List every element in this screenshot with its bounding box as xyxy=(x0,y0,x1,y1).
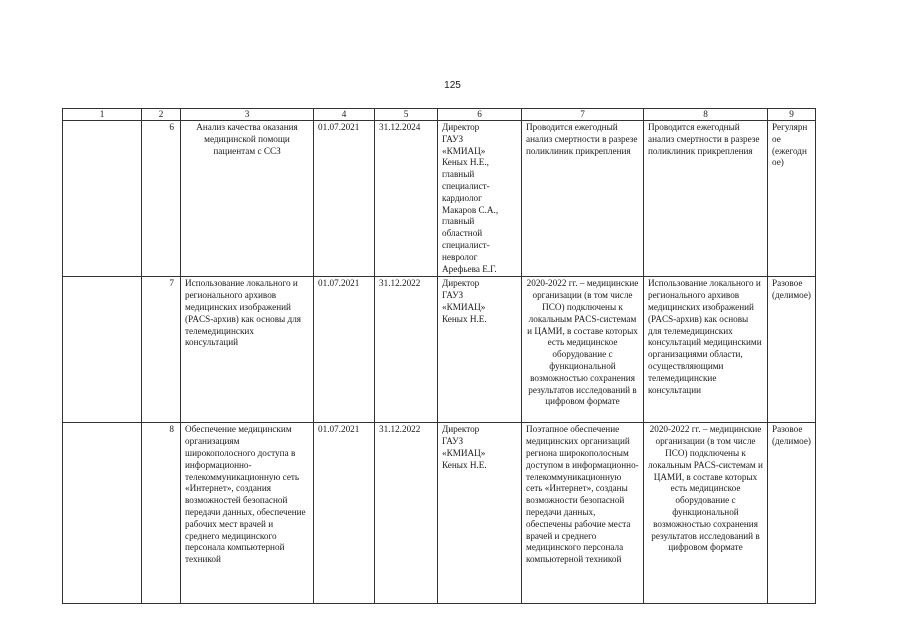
header-cell-5: 5 xyxy=(375,109,438,121)
cell-responsible: Директор ГАУЗ «КМИАЦ» Кеных Н.Е. xyxy=(438,423,522,604)
header-cell-6: 6 xyxy=(438,109,522,121)
cell-indicator: Проводится ежегодный анализ смертности в разрезе поликлиник прикрепления xyxy=(644,121,768,277)
cell-end-date: 31.12.2022 xyxy=(375,423,438,604)
cell-expected-result: Проводится ежегодный анализ смертности в разрезе поликлиник прикрепления xyxy=(522,121,644,277)
header-cell-1: 1 xyxy=(63,109,142,121)
cell-expected-result: Поэтапное обеспечение медицинских организаций региона широкополосным доступом в информационно-телекоммуникационную сеть «Интернет», созданы возможности безопасной передачи данных, обеспечены рабочие места врачей и среднего медицинского персонала компьютерной техникой xyxy=(522,423,644,604)
table-row xyxy=(63,121,816,277)
cell-item-number: 7 xyxy=(142,277,181,423)
cell-start-date: 01.07.2021 xyxy=(314,277,375,423)
table-row xyxy=(63,277,816,423)
header-cell-4: 4 xyxy=(314,109,375,121)
cell-activity-name: Обеспечение медицинским организациям широкополосного доступа в информационно-телекоммуникационную сеть «Интернет», создания возможностей безопасной передачи данных, обеспечение рабочих мест врачей и среднего медицинского персонала компьютерной техникой xyxy=(181,423,314,604)
cell-indicator: 2020-2022 гг. – медицинские организации (в том числе ПСО) подключены к локальным PACS-системам и ЦАМИ, в составе которых есть медицинское оборудование с функциональной возможностью сохранения результатов исследований в цифровом формате xyxy=(644,423,768,604)
activity-table xyxy=(62,108,816,604)
column-number-header xyxy=(63,109,816,121)
header-cell-7: 7 xyxy=(522,109,644,121)
cell-start-date: 01.07.2021 xyxy=(314,423,375,604)
header-cell-2: 2 xyxy=(142,109,181,121)
cell-responsible: Директор ГАУЗ «КМИАЦ» Кеных Н.Е., главный специалист- кардиолог Макаров С.А., главный областной специалист- невролог Арефьева Е.Г. xyxy=(438,121,522,277)
cell-end-date: 31.12.2022 xyxy=(375,277,438,423)
cell-type: Регулярное (ежегодное) xyxy=(768,121,816,277)
cell-col1 xyxy=(63,423,142,604)
cell-activity-name: Использование локального и регионального архивов медицинских изображений (PACS-архив) как основы для телемедицинских консультаций xyxy=(181,277,314,423)
cell-item-number: 8 xyxy=(142,423,181,604)
table-row xyxy=(63,423,816,604)
cell-expected-result: 2020-2022 гг. – медицинские организации (в том числе ПСО) подключены к локальным PACS-системам и ЦАМИ, в составе которых есть медицинское оборудование с функциональной возможностью сохранения результатов исследований в цифровом формате xyxy=(522,277,644,423)
cell-col1 xyxy=(63,121,142,277)
cell-end-date: 31.12.2024 xyxy=(375,121,438,277)
cell-activity-name: Анализ качества оказания медицинской помощи пациентам с ССЗ xyxy=(181,121,314,277)
cell-indicator: Использование локального и регионального архивов медицинских изображений (PACS-архив) как основы для телемедицинских консультаций медицинскими организациями области, осуществляющими телемедицинские консультации xyxy=(644,277,768,423)
cell-type: Разовое (делимое) xyxy=(768,277,816,423)
cell-item-number: 6 xyxy=(142,121,181,277)
cell-responsible: Директор ГАУЗ «КМИАЦ» Кеных Н.Е. xyxy=(438,277,522,423)
page-number: 125 xyxy=(444,80,461,91)
cell-col1 xyxy=(63,277,142,423)
header-cell-8: 8 xyxy=(644,109,768,121)
header-cell-9: 9 xyxy=(768,109,816,121)
header-cell-3: 3 xyxy=(181,109,314,121)
cell-type: Разовое (делимое) xyxy=(768,423,816,604)
cell-start-date: 01.07.2021 xyxy=(314,121,375,277)
